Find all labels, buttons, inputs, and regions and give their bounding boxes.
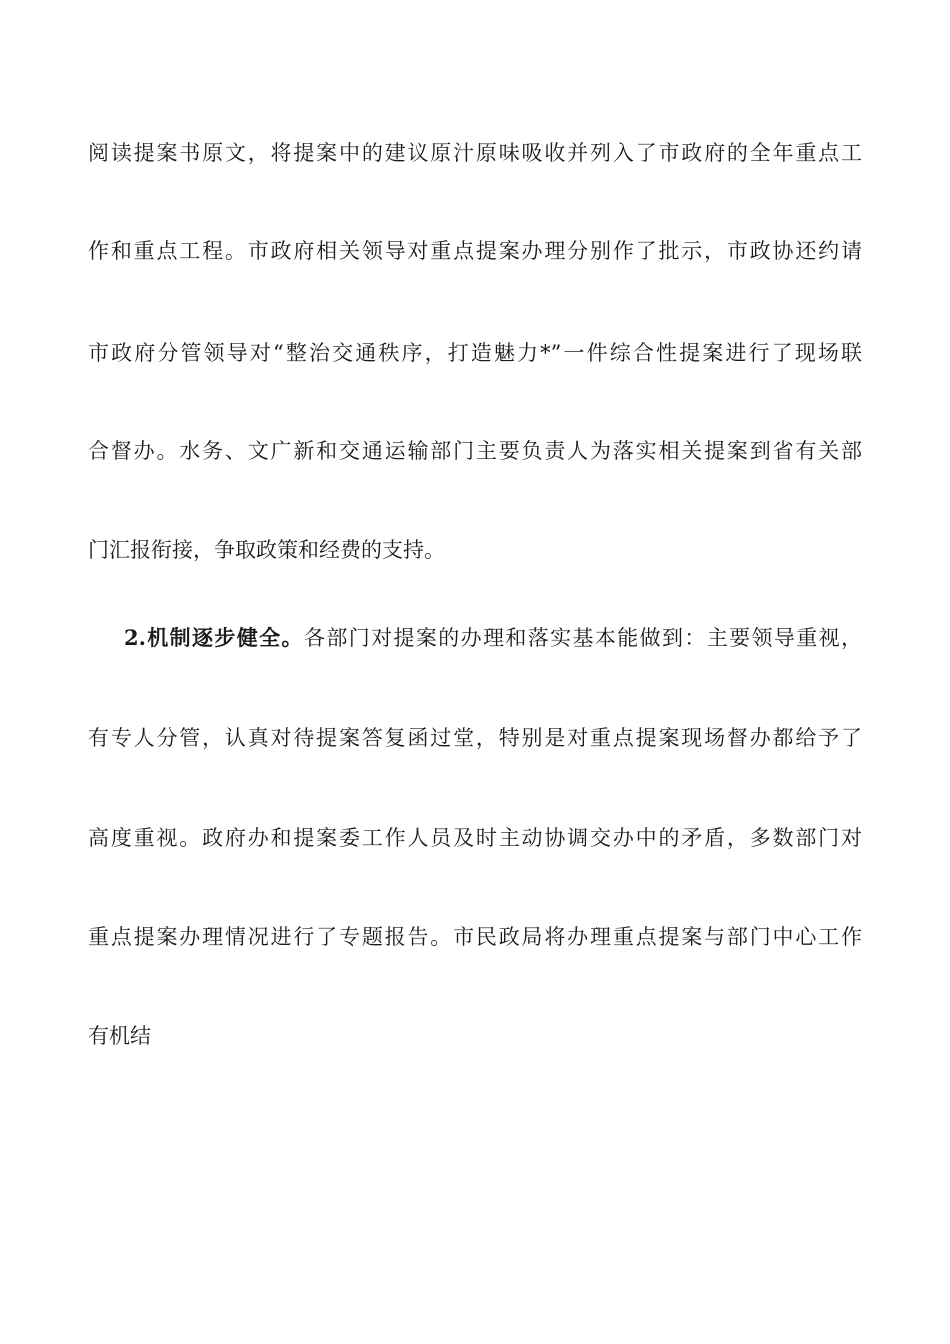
paragraph-line-7: 有专人分管，认真对待提案答复函过堂，特别是对重点提案现场督办都给予了: [88, 726, 862, 750]
section-heading: 2.机制逐步健全。: [124, 625, 304, 650]
section-heading-line: [124, 618, 862, 658]
paragraph-line-9: 重点提案办理情况进行了专题报告。市民政局将办理重点提案与部门中心工作: [88, 925, 862, 949]
paragraph-line-1: 阅读提案书原文，将提案中的建议原汁原味吸收并列入了市政府的全年重点工: [88, 141, 862, 165]
paragraph-line-4: 合督办。水务、文广新和交通运输部门主要负责人为落实相关提案到省有关部: [88, 439, 862, 463]
paragraph-line-8: 高度重视。政府办和提案委工作人员及时主动协调交办中的矛盾，多数部门对: [88, 826, 862, 850]
paragraph-line-10: 有机结: [88, 1024, 151, 1048]
paragraph-line-2: 作和重点工程。市政府相关领导对重点提案办理分别作了批示，市政协还约请: [88, 239, 862, 263]
paragraph-line-5: 门汇报衔接，争取政策和经费的支持。: [88, 538, 445, 562]
section-heading-text: 各部门对提案的办理和落实基本能做到：主要领导重视，: [303, 626, 862, 650]
paragraph-line-3: 市政府分管领导对“整治交通秩序，打造魅力*”一件综合性提案进行了现场联: [88, 341, 862, 365]
